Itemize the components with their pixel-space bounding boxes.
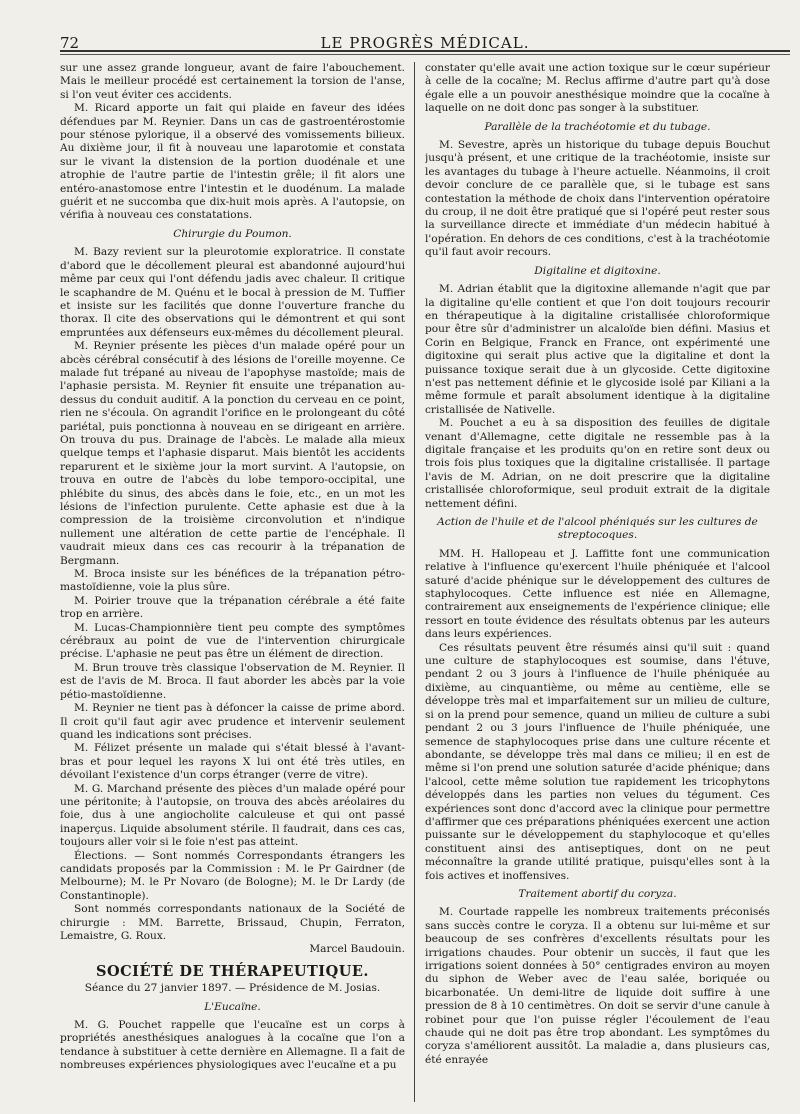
paragraph: constater qu'elle avait une action toxique sur le cœur supérieur à celle de la cocaïne; M. Reclus affirme d'autre part qu'à dose égale elle a un pouvoir anesthésique moindre que la cocaïne à laquelle on ne doit donc pas songer à la substituer. (425, 62, 770, 115)
paragraph: sur une assez grande longueur, avant de faire l'abouchement. Mais le meilleur procédé est certainement la torsion de l'anse, si l'on veut éviter ces accidents. (60, 62, 405, 101)
paragraph: Élections. — Sont nommés Correspondants étrangers les candidats proposés par la Commission : M. le Pr Gairdner (de Melbourne); M. le Pr Novaro (de Bologne); M. le Dr Lardy (de Constantinople). (60, 849, 405, 902)
paragraph: M. Courtade rappelle les nombreux traitements préconisés sans succès contre le coryza. Il a obtenu sur lui-même et sur beaucoup de ses confrères d'excellents résultats pour les irrigations chaudes. Pour obtenir un succès, il faut que les irrigations soient données à 50° centigrades environ au moyen du siphon de Weber avec de l'eau salée, boriquée ou bicarbonatée. Un demi-litre de liquide doit suffire à une pression de 8 à 10 centimètres. On doit se servir d'une canule à robinet pour que l'on puisse régler l'écoulement de l'eau chaude qui ne doit pas être trop abondant. Les symptômes du coryza s'améliorent aussitôt. La maladie a, dans plusieurs cas, été enrayée (425, 906, 770, 1066)
header-rule-thin (60, 54, 790, 55)
paragraph: Sont nommés correspondants nationaux de la Société de chirurgie : MM. Barrette, Brissaud, Chupin, Ferraton, Lemaistre, G. Roux. (60, 903, 405, 942)
paragraph: M. Bazy revient sur la pleurotomie exploratrice. Il constate d'abord que le décollement pleural est abandonné aujourd'hui même par ceux qui l'ont défendu jadis avec chaleur. Il critique le scaphandre de M. Quénu et le bocal à pression de M. Tuffier et insiste sur les facilités que donne l'ouverture franche du thorax. Il cite des observations qui le démontrent et qui sont empruntées aux défenseurs eux-mêmes du décollement pleural. (60, 246, 405, 339)
session-line: Séance du 27 janvier 1897. — Présidence de M. Josias. (84, 982, 381, 995)
paragraph: M. Lucas-Championnière tient peu compte des symptômes cérébraux au point de vue de l'intervention chirurgicale précise. L'aphasie ne peut pas être un élément de direction. (60, 621, 405, 661)
header-rule (60, 50, 790, 52)
paragraph: Ces résultats peuvent être résumés ainsi qu'il suit : quand une culture de staphylocoques est soumise, dans l'étuve, pendant 2 ou 3 jours à l'influence de l'huile phéniquée au dixième, au cinquantième, ou même au centième, elle se développe très mal et imparfaitement sur un milieu de culture, si on la prend pour semence, quand un milieu de culture a subi pendant 2 ou 3 jours l'influence de l'huile phéniquée, une semence de staphylocoques prise dans une culture récente et abondante, se développe très mal dans ce milieu; il en est de même si l'on prend une solution saturée d'acide phénique; dans l'alcool, cette même solution tue rapidement les tricophytons développés dans les parties non velues du tégument. Ces expériences sont donc d'accord avec la clinique pour permettre d'affirmer que ces préparations phéniquées exercent une action puissante sur le développement du staphylocoque et qu'elles constituent ainsi des antiseptiques, dont on ne peut méconnaître la grande utilité pratique, puisqu'elles sont à la fois actives et inoffensives. (425, 641, 770, 882)
paragraph: M. Sevestre, après un historique du tubage depuis Bouchut jusqu'à présent, et une critique de la trachéotomie, insiste sur les avantages du tubage à l'heure actuelle. Néanmoins, il croit devoir conclure de ce parallèle que, si le tubage est sans contestation la méthode de choix dans l'intervention opératoire du croup, il ne doit être pratiqué que si l'opéré peut rester sous la surveillance directe et immédiate d'un médecin habitué à l'opération. En dehors de ces conditions, c'est à la trachéotomie qu'il faut avoir recours. (425, 139, 770, 259)
section-heading: Action de l'huile et de l'alcool phéniqués sur les cultures de streptocoques. (437, 516, 758, 542)
section-heading: Parallèle de la trachéotomie et du tubage. (484, 120, 711, 133)
column-divider (414, 62, 415, 1102)
signature: Marcel Baudouin. (309, 943, 405, 956)
section-heading: Traitement abortif du coryza. (518, 887, 677, 900)
section-heading: Digitaline et digitoxine. (534, 264, 661, 277)
section-heading: Chirurgie du Poumon. (173, 227, 292, 240)
paragraph: M. Reynier présente les pièces d'un malade opéré pour un abcès cérébral consécutif à des lésions de l'oreille moyenne. Ce malade fut trépané au niveau de l'apophyse mastoïde; mais de l'aphasie persista. M. Reynier fit ensuite une trépanation au-dessus du conduit auditif. A la ponction du cerveau en ce point, rien ne s'écoula. On agrandit l'orifice en le prolongeant du côté pariétal, puis ponctionna à nouveau en se dirigeant en arrière. On trouva du pus. Drainage de l'abcès. Le malade alla mieux quelque temps et l'aphasie disparut. Mais bientôt les accidents reparurent et le sixième jour la mort survint. A l'autopsie, on trouva en outre de l'abcès du lobe temporo-occipital, une phlébite du sinus, des abcès dans le foie, etc., en un mot les lésions de l'infection purulente. Cette aphasie est due à la compression de la troisième circonvolution et n'indique nullement une altération de cette partie de l'encéphale. Il vaudrait mieux dans ces cas recourir à la trépanation de Bergmann. (60, 340, 405, 567)
left-column (60, 62, 405, 1102)
paragraph: MM. H. Hallopeau et J. Laffitte font une communication relative à l'influence qu'exercent l'huile phéniquée et l'alcool saturé d'acide phénique sur le développement des cultures de staphylocoques. Cette influence est niée en Allemagne, contrairement aux enseignements de l'expérience clinique; elle ressort en toute évidence des résultats obtenus par les auteurs dans leurs expériences. (425, 547, 770, 641)
paragraph: M. Félizet présente un malade qui s'était blessé à l'avant-bras et pour lequel les rayons X lui ont été très utiles, en dévoilant l'existence d'un corps étranger (verre de vitre). (60, 742, 405, 782)
running-title: LE PROGRÈS MÉDICAL. (320, 34, 530, 52)
society-title: SOCIÉTÉ DE THÉRAPEUTIQUE. (96, 962, 369, 980)
paragraph: M. Ricard apporte un fait qui plaide en faveur des idées défendues par M. Reynier. Dans un cas de gastroentérostomie pour sténose pylorique, il a observé des vomissements bilieux. Au dixième jour, il fit à nouveau une laparotomie et constata sur le vivant la distension de la portion duodénale et une atrophie de l'autre partie de l'intestin grêle; il fit alors une entéro-anastomose entre l'intestin et le duodénum. La malade guérit et ne succomba que dix-huit mois après. A l'autopsie, on vérifia à nouveau ces constatations. (60, 102, 405, 222)
paragraph: M. G. Pouchet rappelle que l'eucaïne est un corps à propriétés anesthésiques analogues à la cocaïne que l'on a tendance à substituer à cette dernière en Allemagne. Il a fait de nombreuses expériences physiologiques avec l'eucaïne et a pu (60, 1019, 405, 1072)
paragraph: M. Broca insiste sur les bénéfices de la trépanation pétro-mastoïdienne, voie la plus sûre. (60, 568, 405, 594)
paragraph: M. Pouchet a eu à sa disposition des feuilles de digitale venant d'Allemagne, cette digitale ne ressemble pas à la digitale française et les produits qu'on en retire sont deux ou trois fois plus toxiques que la digitaline cristallisée. Il partage l'avis de M. Adrian, on ne doit prescrire que la digitaline cristallisée chloroformique, seul produit extrait de la digitale nettement défini. (425, 417, 770, 510)
paragraph: M. Poirier trouve que la trépanation cérébrale a été faite trop en arrière. (60, 594, 405, 621)
page-number: 72 (60, 34, 80, 52)
paragraph: M. Brun trouve très classique l'observation de M. Reynier. Il est de l'avis de M. Broca. Il faut aborder les abcès par la voie pétio-mastoïdienne. (60, 661, 405, 701)
section-heading: L'Eucaïne. (204, 1000, 261, 1013)
paragraph: M. Adrian établit que la digitoxine allemande n'agit que par la digitaline qu'elle contient et que l'on doit toujours recourir en thérapeutique à la digitaline cristallisée chloroformique pour être sûr d'administrer un alcaloïde bien défini. Masius et Corin en Belgique, Franck en France, ont expérimenté une digitoxine qui serait plus active que la digitaline et dont la puissance toxique serait due à un glycoside. Cette digitoxine n'est pas nettement définie et le glycoside isolé par Kiliani a la même formule et paraît absolument identique à la digitaline cristallisée de Nativelle. (425, 283, 770, 416)
paragraph: M. Reynier ne tient pas à défoncer la caisse de prime abord. Il croit qu'il faut agir avec prudence et intervenir seulement quand les indications sont précises. (60, 702, 405, 741)
paragraph: M. G. Marchand présente des pièces d'un malade opéré pour une péritonite; à l'autopsie, on trouva des abcès aréolaires du foie, dus à une angiocholite calculeuse et qui ont passé inaperçus. Liquide absolument stérile. Il faudrait, dans ces cas, toujours aller voir si le foie n'est pas atteint. (60, 782, 405, 849)
right-column (425, 62, 770, 1102)
